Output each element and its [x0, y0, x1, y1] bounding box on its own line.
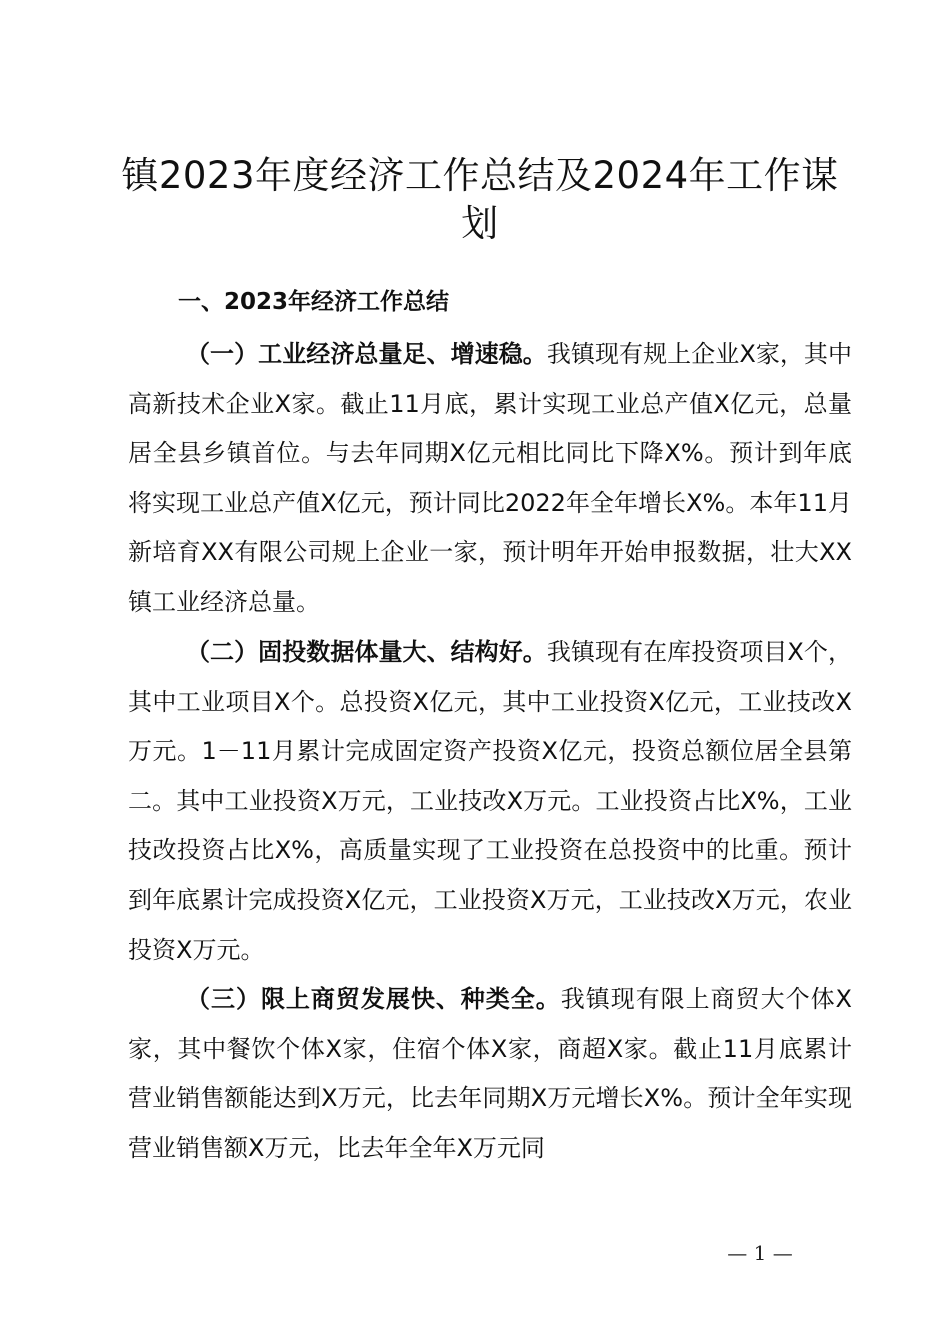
paragraph-text: 我镇现有限上商贸大个体X家，其中餐饮个体X家，住宿个体X家，商超X家。截止11月底累计营业销售额能达到X万元，比去年同期X万元增长X%。预计全年实现营业销售额X万元，比去年全年X万元同: [128, 985, 852, 1162]
page-number: — 1 —: [727, 1241, 793, 1265]
paragraph-text: 我镇现有规上企业X家，其中高新技术企业X家。截止11月底，累计实现工业总产值X亿元，总量居全县乡镇首位。与去年同期X亿元相比同比下降X%。预计到年底将实现工业总产值X亿元，预计同比2022年全年增长X%。本年11月新培育XX有限公司规上企业一家，预计明年开始申报数据，壮大XX镇工业经济总量。: [128, 340, 852, 616]
document-title: 镇2023年度经济工作总结及2024年工作谋划: [121, 154, 839, 245]
paragraph-fixed-investment: [128, 628, 852, 975]
paragraph-lead: （一）工业经济总量足、增速稳。: [186, 340, 547, 368]
section-heading: 一、2023年经济工作总结: [178, 289, 450, 315]
paragraph-text: 我镇现有在库投资项目X个，其中工业项目X个。总投资X亿元，其中工业投资X亿元，工业技改X万元。1－11月累计完成固定资产投资X亿元，投资总额位居全县第二。其中工业投资X万元，工业技改X万元。工业投资占比X%，工业技改投资占比X%，高质量实现了工业投资在总投资中的比重。预计到年底累计完成投资X亿元，工业投资X万元，工业技改X万元，农业投资X万元。: [128, 638, 852, 964]
paragraph-lead: （二）固投数据体量大、结构好。: [186, 638, 547, 666]
paragraph-commerce: [128, 975, 852, 1173]
paragraph-industrial-economy: [128, 330, 852, 628]
paragraph-lead: （三）限上商贸发展快、种类全。: [186, 985, 561, 1013]
